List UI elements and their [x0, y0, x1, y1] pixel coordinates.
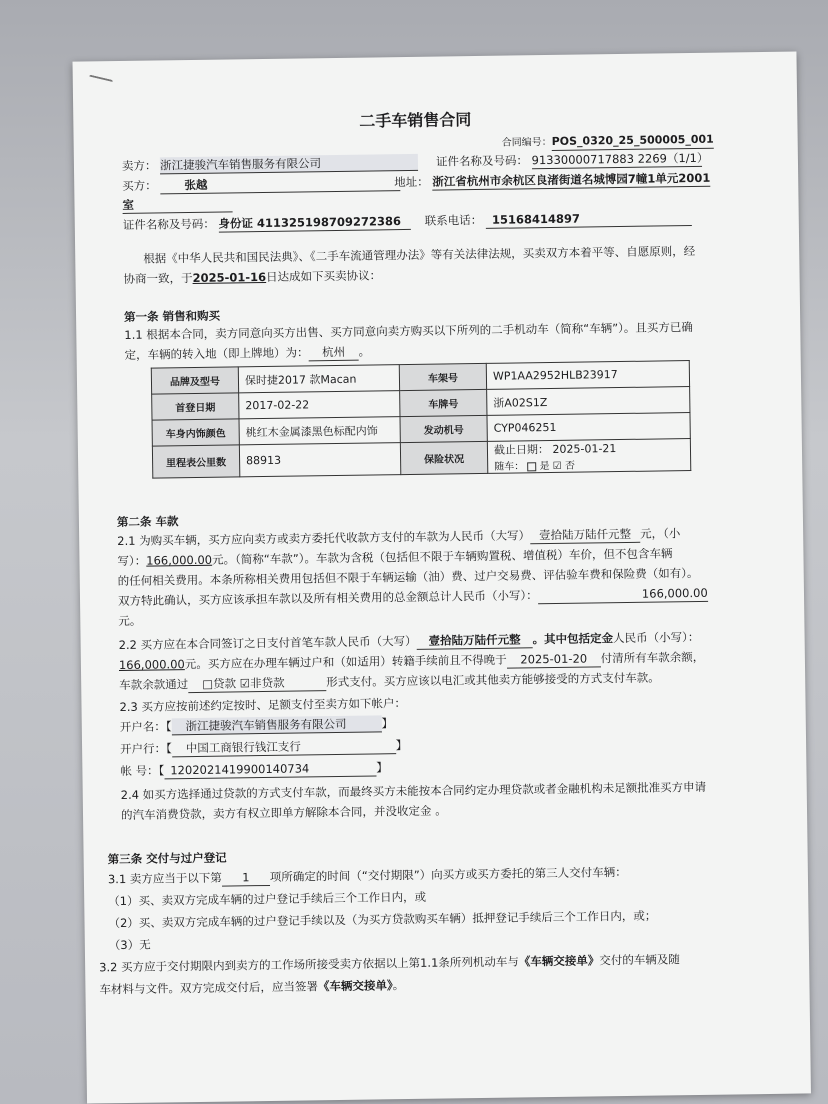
buyer-cert: 证件名称及号码： 身份证 411325198709272386 — [123, 213, 411, 234]
article-2-p7: 166,000.00元。买方应在办理车辆过户和（如适用）转籍手续前且不得晚于 2025-01-20 付清所有车款余额， — [118, 649, 705, 673]
insurance-value: 截止日期： 2025-01-21 随车： 是 ☑ 否 — [487, 439, 690, 474]
reg-date-label: 首登日期 — [152, 393, 239, 420]
insurance-with-car: 随车： 是 ☑ 否 — [494, 460, 575, 473]
seller-cert: 证件名称及号码： 91330000717883 2269（1/1） — [435, 150, 709, 169]
plate-value: 浙A02S1Z — [487, 387, 690, 416]
vin-label: 车架号 — [399, 363, 486, 390]
article-2-p1: 2.1 为购买车辆，买方应向卖方或卖方委托代收款方支付的车款为人民币（大写） 壹拾陆万陆仟元整 元，（小 — [117, 526, 681, 549]
article-3-option-3: （3）无 — [108, 937, 151, 953]
article-3-p2: 3.2 买方应于交付期限内到卖方的工作场所接受卖方依据以上第1.1条所列机动车与《车辆交接单》交付的车辆及随 — [99, 952, 680, 975]
article-2-p11: 的汽车消费贷款，卖方有权立即单方解除本合同，并没收定金 。 — [120, 803, 447, 823]
color-label: 车身内饰颜色 — [152, 419, 239, 446]
checkbox-checked-icon: ☑ — [552, 460, 562, 472]
account-number: 帐 号：【 1202021419900140734 】 — [120, 760, 388, 779]
brand-value: 保时捷2017 款Macan — [238, 365, 399, 393]
reg-date-value: 2017-02-22 — [239, 391, 400, 419]
buyer-name: 张越 — [160, 174, 400, 194]
seller-row: 卖方： 浙江捷骏汽车销售服务有限公司 — [122, 154, 418, 175]
article-2-p3: 的任何相关费用。本条所称相关费用包括但不限于车辆运输（油）费、过户交易费、评估验车费和保险费（如有）。 — [117, 565, 699, 589]
checkbox-empty-icon — [527, 462, 536, 471]
staple-icon — [89, 75, 114, 85]
article-3-p3: 车材料与文件。双方完成交付后，应当签署《车辆交接单》。 — [99, 978, 405, 997]
article-1-p2: 定，车辆的转入地（即上牌地）为： 杭州 。 — [124, 344, 371, 362]
brand-label: 品牌及型号 — [151, 367, 238, 394]
contract-number: 合同编号：POS_0320_25_500005_001 — [502, 132, 714, 152]
article-2-p6: 2.2 买方应在本合同签订之日支付首笔车款人民币（大写） 壹拾陆万陆仟元整 。其中包括定金人民币（小写）： — [118, 629, 700, 653]
engine-label: 发动机号 — [400, 415, 487, 442]
intro-line-1: 根据《中华人民共和国民法典》、《二手车流通管理办法》等有关法律法规，买卖双方本着平等、自愿原则，经 — [143, 243, 696, 266]
article-2-p4: 双方特此确认，买方应该承担车款以及所有相关费用的总金额总计人民币（小写）： 166,000.00 — [117, 585, 708, 609]
vin-value: WP1AA2952HLB23917 — [486, 361, 689, 390]
article-2-p5: 元。 — [118, 613, 142, 629]
article-2-heading: 第二条 车款 — [116, 514, 179, 530]
color-value: 桃红木金属漆黑色标配内饰 — [239, 417, 400, 445]
article-3-option-2: （2）买、卖双方完成车辆的过户登记手续以及（为买方贷款购买车辆）抵押登记手续后三个工作日内，或； — [108, 908, 657, 931]
engine-value: CYP046251 — [487, 413, 690, 442]
contract-page — [72, 52, 810, 1104]
article-2-p9: 2.3 买方应按前述约定按时、足额支付至卖方如下帐户： — [119, 696, 407, 715]
article-2-p10: 2.4 如买方选择通过贷款的方式支付车款，而最终买方未能按本合同约定办理贷款或者金融机构未足额批准买方申请 — [120, 779, 707, 803]
buyer-address-cont: 室 — [122, 195, 232, 214]
intro-line-2: 协商一致，于2025-01-16日达成如下买卖协议： — [123, 268, 382, 286]
article-2-p8: 车款余款通过 □贷款 ☑非贷款 形式支付。买方应该以电汇或其他卖方能够接受的方式支付车款。 — [119, 670, 660, 693]
buyer-address: 地址： 浙江省杭州市余杭区良渚街道名城博园7幢1单元2001 — [394, 170, 711, 190]
insurance-label: 保险状况 — [400, 441, 487, 474]
account-bank: 开户行：【 中国工商银行钱江支行 】 — [120, 738, 408, 757]
plate-label: 车牌号 — [400, 389, 487, 416]
article-3-option-1: （1）买、卖双方完成车辆的过户登记手续后三个工作日内，或 — [108, 889, 427, 909]
article-1-p1: 1.1 根据本合同，卖方同意向买方出售、买方同意向卖方购买以下所列的二手机动车（简称“车辆”）。且买方已确 — [124, 320, 693, 342]
mileage-value: 88913 — [239, 443, 400, 477]
vehicle-info-table — [151, 360, 691, 479]
mileage-label: 里程表公里数 — [152, 445, 239, 478]
buyer-phone: 联系电话： 15168414897 — [425, 209, 692, 230]
account-name: 开户名：【 浙江捷骏汽车销售服务有限公司 】 — [119, 716, 394, 735]
article-1-heading: 第一条 销售和购买 — [123, 308, 221, 324]
article-3-heading: 第三条 交付与过户登记 — [107, 850, 227, 867]
document-title: 二手车销售合同 — [359, 110, 472, 131]
buyer-row: 买方： 张越 — [122, 174, 400, 195]
article-2-p2: 写）：166,000.00元。（简称“车款”）。车款为含税（包括但不限于车辆购置税、增值税）车价，但不包含车辆 — [117, 546, 673, 569]
seller-name: 浙江捷骏汽车销售服务有限公司 — [160, 154, 418, 175]
article-3-p1: 3.1 卖方应当于以下第 1 项所确定的时间（“交付期限”）向买方或买方委托的第三人交付车辆： — [107, 864, 627, 887]
